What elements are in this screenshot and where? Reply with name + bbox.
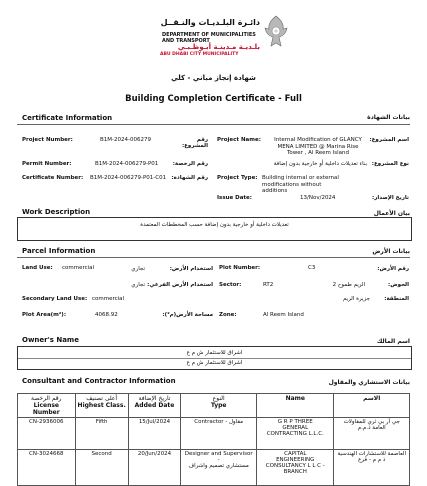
- date-header-ar: تاريخ الإضافة: [138, 395, 171, 402]
- sector-value-ar: الريم طموح 2: [332, 282, 365, 288]
- type-header-en: Type: [210, 402, 227, 409]
- certificate-number-value: B1M-2024-006279-P01-C01: [90, 175, 167, 181]
- work-section-title: Work Description: [22, 208, 91, 216]
- type-header-ar: النوع: [212, 395, 225, 402]
- license-cell: CN-3024668: [18, 450, 76, 486]
- table-row: [18, 418, 410, 450]
- date-cell: 20/Jun/2024: [128, 450, 181, 486]
- project-name-line-1: Internal Modification of GLANCY: [274, 137, 362, 143]
- type-cell: [181, 450, 257, 486]
- region-label-ar: المنطقة:: [384, 296, 409, 302]
- certificate-number-label: Certificate Number:: [22, 175, 84, 181]
- project-type-label: Project Type:: [217, 175, 258, 181]
- consultant-section-title-ar: بيانات الاستشاري والمقاول: [328, 379, 410, 386]
- owner-name-1: اشراق للاستثمار ش م ع: [186, 350, 243, 356]
- land-use-label: Land Use:: [22, 265, 53, 271]
- land-use-value: commercial: [62, 265, 95, 271]
- name-ar-cell: [334, 450, 410, 486]
- secondary-land-use-value-ar: تجاري: [131, 282, 145, 288]
- secondary-land-use-label: Secondary Land Use:: [22, 296, 88, 302]
- project-type-value: [262, 175, 377, 195]
- title-ar: شهادة إنجاز مباني - كلي: [171, 74, 256, 82]
- region-value-ar: جزيرة الريم: [342, 296, 370, 302]
- class-header-en: Highest Class.: [77, 402, 126, 409]
- name-line: BRANCH: [283, 469, 307, 475]
- org-name-ar: دائـرة البلـديـات والنـقــل: [160, 18, 260, 27]
- plot-number-value: C3: [308, 265, 316, 271]
- name-line: CONSULTANCY L L C -: [265, 463, 325, 469]
- work-description-text: تعديلات داخلية أو خارجية بدون إضافة حسب المخططات المعتمدة: [140, 222, 289, 228]
- secondary-land-use-value: commercial: [92, 296, 125, 302]
- project-number-value: B1M-2024-006279: [100, 137, 151, 143]
- land-use-value-ar: تجاري: [131, 266, 145, 272]
- secondary-land-use-label-ar: استخدام الأرض الفرعي:: [147, 282, 213, 288]
- issue-date-value: 13/Nov/2024: [300, 195, 336, 201]
- falcon-emblem-icon: [262, 14, 290, 50]
- license-column-header: [18, 394, 76, 418]
- type-line: Designer and Supervisor -: [184, 451, 253, 463]
- sector-value: RT2: [263, 282, 274, 288]
- class-column-header: [75, 394, 128, 418]
- name-line: G R P THREE: [277, 419, 313, 425]
- project-name-line-3: Tower , Al Reem Island: [286, 150, 350, 156]
- name-line: GENERAL: [282, 425, 309, 431]
- project-type-line-2: additions: [262, 188, 288, 194]
- project-type-line-1: Building internal or external modifications without: [262, 175, 339, 188]
- name-ar-cell: [334, 418, 410, 450]
- municipality-name-en: ABU DHABI CITY MUNICIPALITY: [160, 52, 239, 57]
- date-column-header: [128, 394, 181, 418]
- certificate-number-label-ar: رقم الشهادة:: [171, 175, 208, 181]
- type-line: مستشاري تصميم واشراف: [188, 463, 249, 469]
- municipality-name-ar: بلـديـة مـدينـة أبـوظـبـي: [177, 43, 260, 51]
- plot-number-label-ar: رقم الأرض:: [377, 266, 409, 272]
- parcel-section-title: Parcel Information: [22, 247, 96, 255]
- class-header-ar: أعلى تصنيف: [86, 395, 118, 402]
- project-name-line-2: MENA LIMITED @ Marina Rise: [277, 143, 359, 150]
- plot-area-value: 4068.92: [95, 312, 118, 318]
- project-type-label-ar: نوع المشروع:: [371, 161, 409, 167]
- project-name-value: [268, 137, 368, 157]
- table-row: [18, 450, 410, 486]
- issue-date-label: Issue Date:: [217, 195, 252, 201]
- consultant-table: [17, 393, 410, 486]
- name-cell: [257, 450, 334, 486]
- owner-name-2: اشراق للاستثمار ش م ع: [186, 360, 243, 366]
- license-cell: CN-2936006: [18, 418, 76, 450]
- date-cell: 15/Jul/2024: [128, 418, 181, 450]
- plot-area-label-ar: مساحة الأرض(م²):: [162, 312, 213, 318]
- sector-label: Sector:: [219, 282, 242, 288]
- issue-date-label-ar: تاريخ الإصدار:: [372, 195, 409, 201]
- work-section-title-ar: بيان الأعمال: [373, 210, 410, 217]
- license-header-en: License Number: [32, 402, 60, 416]
- land-use-label-ar: استخدام الأرض:: [169, 266, 213, 272]
- divider: [18, 358, 411, 359]
- type-cell: Contractor - مقاول: [181, 418, 257, 450]
- org-name-en-line-1: DEPARTMENT OF MUNICIPALITIES: [162, 32, 256, 38]
- parcel-section-title-ar: بيانات الأرض: [372, 248, 410, 255]
- class-cell: Second: [75, 450, 128, 486]
- zone-value: Al Reem Island: [263, 312, 304, 318]
- owner-section-title-ar: اسم المالك: [376, 338, 410, 345]
- project-number-label: Project Number:: [22, 137, 73, 143]
- consultant-section-title: Consultant and Contractor Information: [22, 377, 176, 385]
- work-description-box: [17, 217, 412, 241]
- project-type-value-ar: بناء تعديلات داخلية أو خارجية بدون إضافة: [273, 161, 367, 167]
- type-column-header: [181, 394, 257, 418]
- permit-number-label-ar: رقم الرخصة:: [172, 161, 208, 167]
- name-line: CAPITAL: [284, 451, 307, 457]
- name-ar-line: ذ م م - فرع: [358, 457, 386, 463]
- permit-number-value: B1M-2024-006279-P01: [95, 161, 159, 167]
- name-ar-column-header: [334, 394, 410, 418]
- name-ar-line: جي آر بي ثري للمقاولات: [343, 419, 400, 425]
- date-header-en: Added Date: [134, 402, 175, 409]
- divider: [17, 257, 410, 258]
- name-ar-line: العاصمة للاستشارات الهندسية: [337, 451, 406, 457]
- project-name-label: Project Name:: [217, 137, 261, 143]
- name-cell: [257, 418, 334, 450]
- permit-number-label: Permit Number:: [22, 161, 72, 167]
- owner-box: [17, 346, 412, 370]
- name-header-en: Name: [285, 395, 305, 402]
- sector-label-ar: الحوض:: [388, 282, 409, 288]
- name-header-ar: الاسم: [363, 395, 381, 402]
- license-header-ar: رقم الرخصة: [30, 395, 62, 402]
- certificate-section-title: Certificate Information: [22, 114, 113, 122]
- certificate-section-title-ar: بيانات الشهادة: [367, 114, 410, 121]
- plot-number-label: Plot Number:: [219, 265, 261, 271]
- org-name-en-line-2: AND TRANSPORT: [162, 38, 210, 44]
- name-ar-line: العامة ذ.م.م: [357, 425, 386, 431]
- table-header-row: [18, 394, 410, 418]
- class-cell: Fifth: [75, 418, 128, 450]
- name-column-header: [257, 394, 334, 418]
- project-number-label-ar: رقم المشروع:: [181, 137, 208, 149]
- owner-section-title: Owner's Name: [22, 336, 79, 344]
- title-en: Building Completion Certificate - Full: [125, 94, 302, 104]
- name-line: ENGINEERING: [276, 457, 315, 463]
- name-line: CONTRACTING L.L.C.: [266, 431, 324, 437]
- zone-label: Zone:: [219, 312, 237, 318]
- plot-area-label: Plot Area(m²):: [22, 312, 67, 318]
- divider: [17, 124, 410, 125]
- project-name-label-ar: اسم المشروع:: [369, 137, 409, 143]
